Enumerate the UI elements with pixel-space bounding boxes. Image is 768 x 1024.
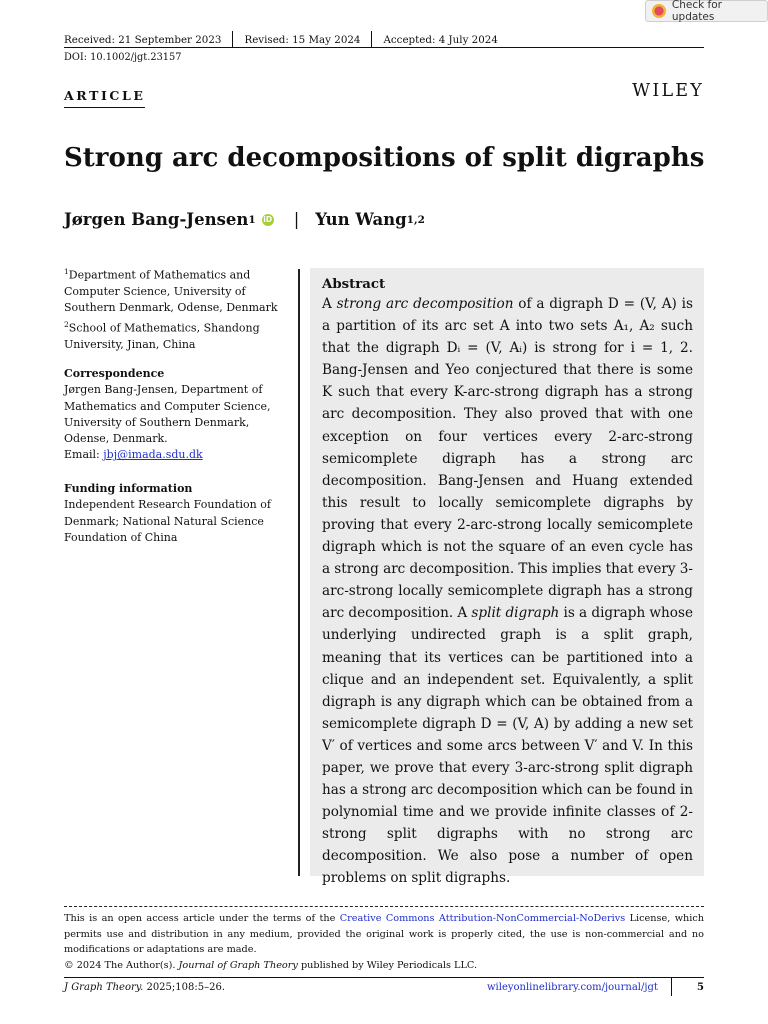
affil-text: School of Mathematics, Shandong University, Jinan, China [64, 321, 260, 351]
copyright-post: published by Wiley Periodicals LLC. [297, 959, 478, 971]
correspondence-section [64, 366, 282, 464]
author-separator: | [293, 210, 300, 229]
copyright-text [64, 958, 704, 974]
journal-url-link[interactable]: wileyonlinelibrary.com/journal/jgt [487, 982, 658, 993]
crossmark-icon [652, 4, 666, 18]
citation-details: 2025;108:5–26. [143, 982, 225, 993]
correspondence-heading: Correspondence [64, 367, 165, 380]
author-line [64, 210, 425, 229]
affiliation-2 [64, 317, 282, 353]
paper-title: Strong arc decompositions of split digraphs [64, 143, 705, 173]
license-post: License, which permits use and distribution in any medium, provided the original work is properly cited, the use is non-commercial and no modifications or adaptations are made. [64, 913, 704, 956]
history-dates [64, 31, 498, 48]
publisher-logo: WILEY [632, 81, 704, 101]
abstract-emphasis: strong arc decomposition [336, 296, 514, 312]
author-name[interactable]: Jørgen Bang-Jensen [64, 210, 249, 229]
column-divider [298, 269, 300, 876]
page-number: 5 [697, 982, 704, 993]
journal-citation [64, 982, 225, 993]
received-date: Received: 21 September 2023 [64, 33, 222, 46]
affiliation-1 [64, 264, 282, 317]
divider [371, 31, 372, 48]
check-for-updates-button[interactable] [645, 0, 768, 22]
abstract-emphasis: split digraph [471, 605, 560, 622]
footer-divider [671, 978, 672, 996]
abstract-heading: Abstract [322, 277, 386, 292]
affil-text: Department of Mathematics and Computer Science, University of Southern Denmark, Odense, Denmark [64, 268, 278, 315]
divider [232, 31, 233, 48]
abstract-text: A [322, 296, 337, 312]
affil-number: 2 [64, 320, 69, 329]
footer-rule [64, 977, 704, 978]
abstract-text: is a digraph whose underlying undirected graph is a split graph, meaning that its vertices can be partitioned into a clique and an independent set. Equivalently, a split digraph is any digraph which can be obtained from a semicomplete digraph D = (V, A) by adding a new set V′ of vertices and some arcs between V′ and V. In this paper, we prove that every 3-arc-strong split digraph has a strong arc decomposition which can be found in polynomial time and we provide infinite classes of 2-strong split digraphs with no strong arc decomposition. We also pose a number of open problems on split digraphs. [322, 605, 694, 887]
journal-name: J Graph Theory. [64, 982, 144, 993]
email-link[interactable]: jbj@imada.sdu.dk [103, 448, 203, 462]
author-affil-marker: 1 [248, 213, 256, 226]
orcid-icon[interactable]: iD [263, 214, 273, 224]
author-affil-marker: 1,2 [406, 213, 425, 226]
license-pre: This is an open access article under the terms of the [64, 913, 340, 924]
correspondence-text: Jørgen Bang-Jensen, Department of Mathematics and Computer Science, University of Southern Denmark, Odense, Denmark. [64, 383, 271, 446]
accepted-date: Accepted: 4 July 2024 [383, 33, 498, 46]
article-type-label: ARTICLE [64, 88, 145, 108]
copyright-journal: Journal of Graph Theory [178, 959, 298, 971]
funding-text: Independent Research Foundation of Denmark; National Natural Science Foundation of China [64, 498, 271, 544]
funding-section [64, 481, 282, 546]
author-name[interactable]: Yun Wang [315, 210, 407, 229]
license-text [64, 911, 704, 958]
footnote-rule [64, 906, 704, 907]
header-rule [64, 47, 704, 48]
revised-date: Revised: 15 May 2024 [244, 33, 361, 46]
abstract-text: of a digraph D = (V, A) is a partition of its arc set A into two sets A₁, A₂ such that the digraph Dᵢ = (V, Aᵢ) is strong for i = 1, 2. Bang-Jensen and Yeo conjectured that there is some K such that every K-arc-strong digraph has a strong arc decomposition. They also proved that with one exception on four vertices every 2-arc-strong semicomplete digraph has a strong arc decomposition. Bang-Jensen and Huang extended this result to locally semicomplete digraphs by proving that every 2-arc-strong locally semicomplete digraph which is not the square of an even cycle has a strong arc decomposition. This implies that every 3-arc-strong locally semicomplete digraph has a strong arc decomposition. A [322, 296, 693, 622]
copyright-pre: © 2024 The Author(s). [64, 959, 179, 971]
cc-license-link[interactable]: Creative Commons Attribution-NonCommercial-NoDerivs [339, 913, 626, 924]
abstract-box [310, 268, 704, 887]
funding-heading: Funding information [64, 482, 193, 495]
affil-number: 1 [64, 267, 69, 276]
license-footnote [64, 911, 704, 973]
abstract-body [322, 293, 693, 890]
correspondence-email [64, 447, 282, 463]
doi: DOI: 10.1002/jgt.23157 [64, 52, 182, 63]
email-label: Email: [64, 448, 100, 462]
check-for-updates-label: Check for updates [671, 0, 722, 23]
